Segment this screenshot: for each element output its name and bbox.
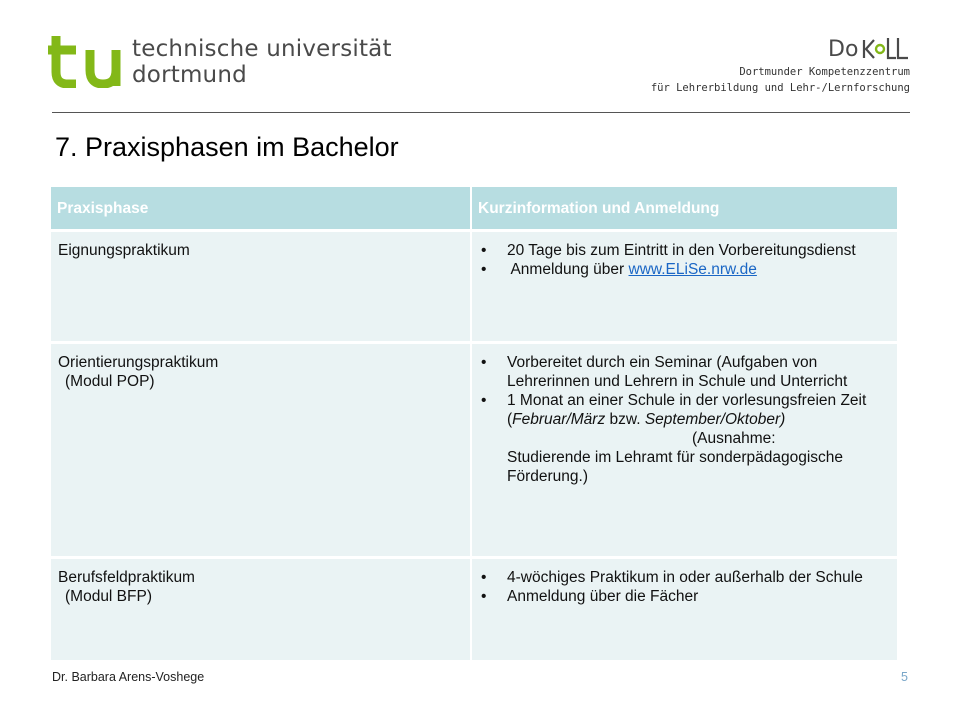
info-list (478, 241, 891, 279)
partner-subtitle (651, 64, 910, 96)
info-text: Anmeldung über die Fächer (507, 588, 699, 605)
list-item (478, 587, 891, 606)
info-text: (Ausnahme: (692, 430, 776, 447)
elise-link[interactable]: www.ELiSe.nrw.de (628, 261, 757, 278)
list-item (478, 568, 891, 587)
university-name-line2: dortmund (132, 62, 247, 88)
partner-subtitle-line2: für Lehrerbildung und Lehr-/Lernforschung (650, 82, 910, 94)
phase-name: Berufsfeldpraktikum (58, 569, 195, 586)
phase-name: Orientierungspraktikum (58, 354, 219, 371)
slide-title: 7. Praxisphasen im Bachelor (55, 132, 399, 162)
page-number: 5 (901, 670, 908, 684)
info-text: 1 Monat an einer Schule in der vorlesungsfreien Zeit ( (507, 392, 867, 428)
info-cell (471, 558, 898, 662)
list-item (478, 353, 891, 391)
info-cell (471, 231, 898, 343)
info-text: Anmeldung über (507, 261, 629, 278)
info-text-italic: September/Oktober) (644, 411, 786, 428)
list-item (478, 260, 891, 279)
phase-cell (51, 231, 471, 343)
list-item (478, 391, 891, 486)
university-name (132, 36, 392, 88)
partner-subtitle-line1: Dortmunder Kompetenzzentrum (739, 66, 910, 78)
info-text: Studierende im Lehramt für sonderpädagogische Förderung.) (507, 449, 844, 485)
table-row (51, 231, 898, 343)
footer-author: Dr. Barbara Arens-Voshege (52, 670, 205, 684)
list-item (478, 241, 891, 260)
info-list (478, 568, 891, 606)
info-text: bzw. (605, 411, 645, 428)
table-row (51, 558, 898, 662)
university-name-line1: technische universität (132, 36, 392, 62)
table-header-row (51, 187, 898, 231)
info-text: Vorbereitet durch ein Seminar (Aufgaben von Lehrerinnen und Lehrern in Schule und Unterricht (507, 354, 848, 390)
column-header-phase: Praxisphase (51, 187, 471, 231)
info-text: 20 Tage bis zum Eintritt in den Vorbereitungsdienst (507, 242, 856, 259)
info-text-italic: Februar/März (512, 411, 606, 428)
info-list (478, 353, 891, 486)
module-label: (Modul BFP) (65, 588, 152, 605)
praxisphasen-table (51, 187, 899, 663)
column-header-info: Kurzinformation und Anmeldung (471, 187, 898, 231)
phase-name: Eignungspraktikum (58, 242, 190, 259)
phase-cell (51, 558, 471, 662)
tu-dortmund-logo-icon (46, 34, 126, 88)
table-row (51, 343, 898, 558)
svg-text:Do: Do (828, 37, 859, 62)
dokoll-logo-icon (828, 34, 910, 62)
phase-cell (51, 343, 471, 558)
module-label: (Modul POP) (65, 373, 155, 390)
info-text: 4-wöchiges Praktikum in oder außerhalb der Schule (507, 569, 863, 586)
header-divider (52, 112, 910, 113)
info-cell (471, 343, 898, 558)
